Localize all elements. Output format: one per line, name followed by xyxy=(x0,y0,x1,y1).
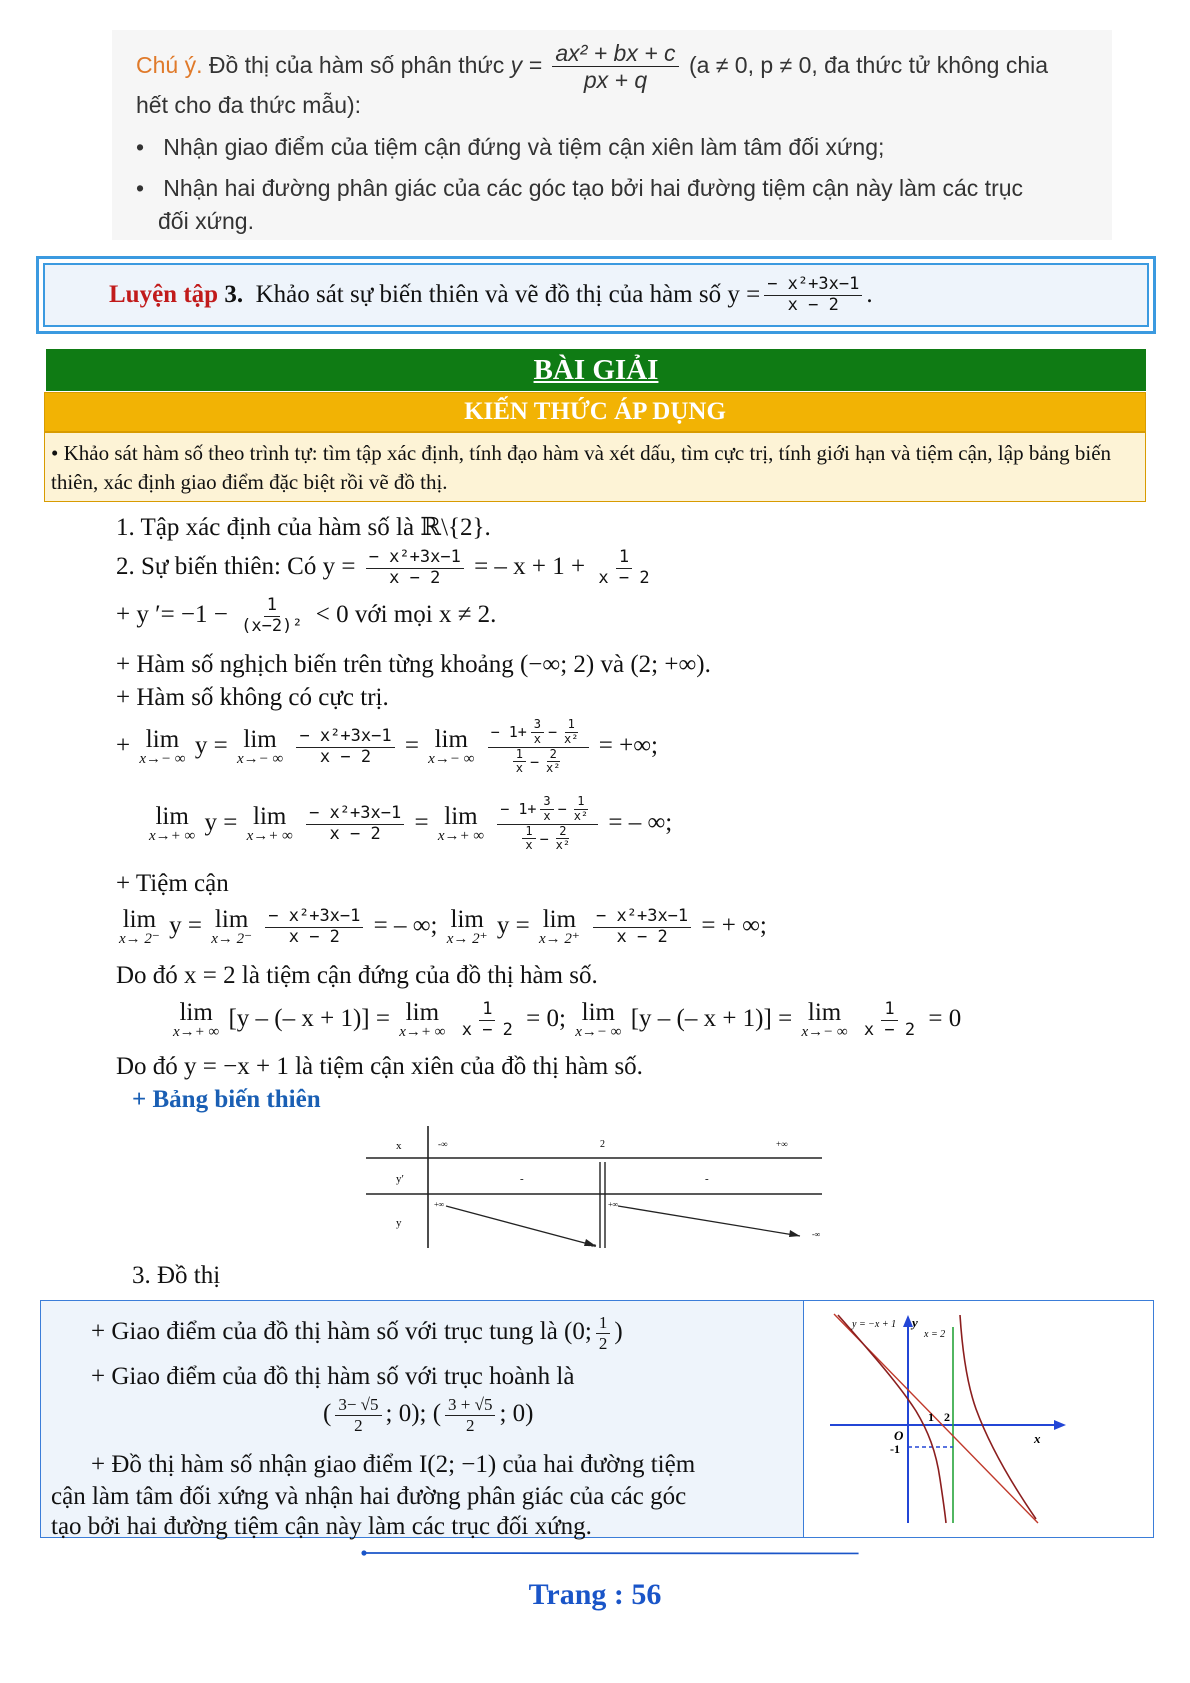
step-2-frac xyxy=(366,548,464,588)
step-2-text: 2. Sự biến thiên: Có y = xyxy=(116,552,356,580)
tick-label-minus-1: -1 xyxy=(890,1442,900,1456)
lim-operator xyxy=(575,1001,621,1039)
xi-num-2: 3 + √5 xyxy=(445,1395,495,1416)
table-x-label: x xyxy=(396,1140,402,1152)
tick-label-1: 1 xyxy=(928,1410,934,1424)
xi-mid: ; 0); ( xyxy=(385,1399,442,1427)
function-plot xyxy=(804,1301,1152,1536)
xi-open: ( xyxy=(323,1399,332,1427)
step-2 xyxy=(116,548,657,588)
table-arrow-2 xyxy=(618,1206,800,1236)
lim-word: lim xyxy=(807,999,842,1027)
limit-result: = 0; xyxy=(526,1004,566,1032)
symmetry-line-3: tạo bởi hai đường tiệm cận này làm các trục đối xứng. xyxy=(51,1513,592,1540)
note-bullet-2-text: Nhận hai đường phân giác của các góc tạo bởi hai đường tiệm cận này làm các trục xyxy=(163,175,1024,201)
lcn-b: 3 xyxy=(540,795,553,810)
decreasing-line: + Hàm số nghịch biến trên từng khoảng (−∞; 2) và (2; +∞). xyxy=(116,651,711,678)
note-bullet-2-cont: đối xứng. xyxy=(158,208,254,234)
lcd-frac2 xyxy=(553,825,573,854)
derivative-frac xyxy=(238,596,305,636)
table-top-plus-inf-1: +∞ xyxy=(434,1200,445,1209)
lim-sub: x→+ ∞ xyxy=(173,1024,220,1041)
lim-sub: x→+ ∞ xyxy=(246,828,293,845)
lcn-e: 1 xyxy=(574,795,587,810)
y-eq: y = xyxy=(496,911,530,939)
step-2-frac-b-den: x − 2 xyxy=(598,567,650,588)
lim-word: lim xyxy=(179,999,213,1027)
y-intercept-end: ) xyxy=(614,1317,623,1345)
table-arrow-1 xyxy=(446,1206,596,1246)
tick-label-2: 2 xyxy=(944,1410,950,1424)
y-eq: y = xyxy=(169,911,202,939)
function-plot-panel xyxy=(803,1300,1154,1538)
derivative-line xyxy=(116,596,496,636)
lim-frac-den: x − 2 xyxy=(616,926,668,947)
limit-result: = – ∞; xyxy=(608,808,673,836)
lim-complex-num xyxy=(488,718,589,748)
lcn-frac2 xyxy=(571,795,591,824)
lcd-e: x² xyxy=(545,761,561,776)
lim-sub: x→ 2⁺ xyxy=(446,931,488,948)
lim-frac-num: − x²+3x−1 xyxy=(265,907,363,928)
y-intercept-text: + Giao điểm của đồ thị hàm số với trục tung là (0; xyxy=(91,1317,592,1345)
limit-result: = – ∞; xyxy=(373,911,438,939)
variation-table-title: + Bảng biến thiên xyxy=(132,1086,321,1113)
limit-result: = + ∞; xyxy=(701,911,767,939)
limit-result: = +∞; xyxy=(598,731,658,759)
note-text: Đồ thị của hàm số phân thức xyxy=(208,52,505,79)
y-eq: y = xyxy=(204,808,238,836)
step-3-title: 3. Đồ thị xyxy=(132,1262,221,1289)
note-bullet-1: • Nhận giao điểm của tiệm cận đứng và tiệm cận xiên làm tâm đối xứng; xyxy=(136,134,885,160)
lim-sub: x→+ ∞ xyxy=(149,828,196,845)
lcn-c: x xyxy=(533,731,542,746)
y-axis-label: y xyxy=(912,1315,918,1330)
derivative-frac-num: 1 xyxy=(264,596,280,617)
xi-close: ; 0) xyxy=(499,1399,534,1427)
note-bullet-1-text: Nhận giao điểm của tiệm cận đứng và tiệm cận xiên làm tâm đối xứng; xyxy=(163,134,885,160)
x-axis-arrow-icon xyxy=(1054,1420,1066,1430)
note-fraction xyxy=(552,40,678,94)
bracket-expr: [y – (– x + 1)] = xyxy=(630,1004,793,1032)
vertical-asymptote-text: Do đó x = 2 là tiệm cận đứng của đồ thị hàm số. xyxy=(116,962,598,989)
lim-word: lim xyxy=(145,726,180,754)
lcn-frac1 xyxy=(540,795,553,824)
lcd-b: x xyxy=(515,761,523,776)
lim-operator xyxy=(539,908,580,946)
practice-fraction xyxy=(764,275,862,315)
lim-complex-num xyxy=(497,795,598,825)
lim-frac-den: x − 2 xyxy=(329,823,381,844)
lim-operator xyxy=(119,908,160,946)
page-number: Trang : 56 xyxy=(528,1578,662,1611)
lim-complex-den xyxy=(506,748,571,777)
table-two: 2 xyxy=(600,1139,605,1150)
lim-sub: x→− ∞ xyxy=(139,751,186,768)
step-2-frac-b-num: 1 xyxy=(616,548,632,569)
derivative-frac-den: (x−2)² xyxy=(241,615,303,636)
lcd-c: − xyxy=(529,752,539,771)
lcd-c: − xyxy=(539,829,549,848)
x-axis-label: x xyxy=(1034,1431,1041,1446)
lim-frac-num: 1 xyxy=(881,1000,897,1021)
origin-label: O xyxy=(894,1428,904,1443)
yi-num: 1 xyxy=(596,1313,611,1334)
lim-frac xyxy=(861,1000,918,1040)
plus-sign: + xyxy=(116,731,131,759)
lim-complex-den xyxy=(515,825,580,854)
lim-operator xyxy=(211,908,252,946)
practice-number: 3. xyxy=(224,281,244,308)
lcn-c: x xyxy=(543,808,551,823)
note-y-eq: y = xyxy=(510,52,542,79)
table-yp-label: y′ xyxy=(396,1173,404,1185)
equals: = xyxy=(404,731,419,759)
note-block xyxy=(112,30,1112,240)
knowledge-box: • Khảo sát hàm số theo trình tự: tìm tập xác định, tính đạo hàm và xét dấu, tìm cực trị, tính giới hạn và tiệm cận, lập bảng biến thiên, xác định giao điểm đặc biệt rồi vẽ đồ thị. xyxy=(44,432,1146,502)
xi-den-1: 2 xyxy=(354,1415,363,1435)
knowledge-title: KIẾN THỨC ÁP DỤNG xyxy=(464,398,726,425)
lim-word: lim xyxy=(405,999,440,1027)
x-intercept-values xyxy=(323,1395,534,1435)
practice-label: Luyện tập xyxy=(109,281,219,308)
note-line-2: hết cho đa thức mẫu): xyxy=(136,92,362,118)
slant-asymptote-label: y = −x + 1 xyxy=(852,1319,897,1330)
equals: = xyxy=(414,808,429,836)
table-bottom-minus-inf-2: -∞ xyxy=(812,1230,821,1239)
lim-operator xyxy=(399,1001,445,1039)
lim-frac-den: x − 2 xyxy=(461,1019,513,1040)
lcn-a: − 1+ xyxy=(490,722,527,741)
lim-complex-frac xyxy=(488,718,589,776)
lim-frac xyxy=(593,907,691,947)
note-line-1 xyxy=(136,40,1048,94)
step-2-rest: = – x + 1 + xyxy=(474,552,586,580)
lim-sub: x→− ∞ xyxy=(801,1024,848,1041)
practice-frac-num: − x²+3x−1 xyxy=(764,275,862,296)
lim-sub: x→− ∞ xyxy=(236,751,284,768)
lcd-frac1 xyxy=(513,748,526,777)
xi-frac-1 xyxy=(335,1395,381,1435)
lim-word: lim xyxy=(243,726,277,754)
practice-end: . xyxy=(866,281,873,308)
note-title: Chú ý. xyxy=(136,52,203,79)
lcn-f: x² xyxy=(573,808,589,823)
lcd-frac1 xyxy=(522,825,535,854)
xi-num-1: 3− √5 xyxy=(335,1395,381,1416)
practice-inner xyxy=(43,263,1149,327)
lim-word: lim xyxy=(542,906,577,934)
variation-table xyxy=(360,1122,830,1252)
lcd-d: 2 xyxy=(556,825,569,840)
lim-frac-num: − x²+3x−1 xyxy=(296,727,394,748)
lim-sub: x→− ∞ xyxy=(428,751,475,768)
lcn-frac2 xyxy=(561,718,581,747)
lim-frac-num: − x²+3x−1 xyxy=(306,804,404,825)
limit-at-2 xyxy=(116,907,767,947)
note-bullet-2: • Nhận hai đường phân giác của các góc tạo bởi hai đường tiệm cận này làm các trục xyxy=(136,175,1024,201)
lim-operator xyxy=(447,908,488,946)
lcd-frac2 xyxy=(543,748,563,777)
derivative-conclusion: < 0 với mọi x ≠ 2. xyxy=(315,600,497,628)
practice-frac-den: x − 2 xyxy=(787,294,839,315)
step-2-frac-den: x − 2 xyxy=(389,567,441,588)
lcn-d: − xyxy=(548,722,558,741)
lim-operator xyxy=(149,805,195,843)
lcn-f: x² xyxy=(564,731,579,746)
y-eq: y = xyxy=(194,731,228,759)
lim-word: lim xyxy=(155,803,189,831)
practice-text: Khảo sát sự biến thiên và vẽ đồ thị của hàm số y = xyxy=(255,281,761,308)
lim-frac-den: x − 2 xyxy=(863,1019,916,1040)
step-2-frac-b xyxy=(595,548,652,588)
note-condition: (a ≠ 0, p ≠ 0, đa thức tử không chia xyxy=(688,52,1049,79)
lim-sub: x→+ ∞ xyxy=(437,828,485,845)
x-intercept-line: + Giao điểm của đồ thị hàm số với trục hoành là xyxy=(91,1363,575,1390)
lim-sub: x→+ ∞ xyxy=(399,1024,446,1041)
practice-box xyxy=(36,256,1156,334)
table-sign-1: - xyxy=(520,1173,524,1185)
table-arrowhead-2 xyxy=(789,1230,800,1237)
lim-sub: x→ 2⁻ xyxy=(119,931,160,948)
step-2-frac-num: − x²+3x−1 xyxy=(366,548,464,569)
limit-minus-inf xyxy=(116,718,658,776)
table-plus-inf: +∞ xyxy=(776,1139,788,1149)
lcn-a: − 1+ xyxy=(500,799,537,818)
lim-operator xyxy=(801,1001,847,1039)
lim-frac xyxy=(459,1000,516,1040)
lcn-frac1 xyxy=(531,718,544,747)
lim-frac xyxy=(265,907,363,947)
lcd-d: 2 xyxy=(547,748,560,763)
lim-frac-num: 1 xyxy=(479,1000,495,1021)
lim-word: lim xyxy=(434,726,468,754)
footer-rule xyxy=(30,1550,1190,1556)
no-extrema-line: + Hàm số không có cực trị. xyxy=(116,684,389,711)
xi-den-2: 2 xyxy=(466,1415,475,1435)
table-top-plus-inf-2: +∞ xyxy=(608,1200,619,1209)
limit-plus-inf xyxy=(146,795,672,853)
lim-frac-num: − x²+3x−1 xyxy=(593,907,691,928)
lim-sub: x→ 2⁺ xyxy=(538,931,580,948)
slant-asymptote-text: Do đó y = −x + 1 là tiệm cận xiên của đồ thị hàm số. xyxy=(116,1053,643,1080)
lcd-a: 1 xyxy=(513,748,526,763)
step-1: 1. Tập xác định của hàm số là ℝ\{2}. xyxy=(116,514,491,541)
derivative-text: + y ′= −1 − xyxy=(116,600,228,628)
table-y-label: y xyxy=(396,1217,402,1229)
lcn-d: − xyxy=(557,799,567,818)
symmetry-line-2: cận làm tâm đối xứng và nhận hai đường phân giác của các góc xyxy=(51,1483,687,1510)
vertical-asymptote-label: x = 2 xyxy=(924,1329,946,1340)
lim-word: lim xyxy=(450,906,484,934)
lcn-e: 1 xyxy=(565,718,578,733)
lim-operator xyxy=(237,728,283,766)
lim-frac-den: x − 2 xyxy=(288,926,340,947)
lim-operator xyxy=(438,805,484,843)
solution-title: BÀI GIẢI xyxy=(533,354,659,386)
lim-operator xyxy=(428,728,474,766)
lim-operator xyxy=(247,805,293,843)
lim-word: lim xyxy=(122,906,157,934)
lim-word: lim xyxy=(253,803,287,831)
slant-limits xyxy=(170,1000,961,1040)
table-minus-inf: -∞ xyxy=(438,1139,448,1149)
lim-operator xyxy=(173,1001,219,1039)
lcd-e: x² xyxy=(555,838,571,853)
knowledge-header xyxy=(44,392,1146,432)
symmetry-line-1: + Đồ thị hàm số nhận giao điểm I(2; −1) của hai đường tiệm xyxy=(91,1451,696,1478)
xi-frac-2 xyxy=(445,1395,495,1435)
curve-right-branch xyxy=(960,1315,1036,1519)
asymptote-heading: + Tiệm cận xyxy=(116,870,229,897)
lim-operator xyxy=(139,728,185,766)
lim-sub: x→− ∞ xyxy=(575,1024,622,1041)
lcd-a: 1 xyxy=(522,825,535,840)
limit-result: = 0 xyxy=(928,1004,962,1032)
lcn-b: 3 xyxy=(531,718,544,733)
lcd-b: x xyxy=(525,838,533,853)
bracket-expr: [y – (– x + 1)] = xyxy=(228,1004,390,1032)
lim-word: lim xyxy=(581,999,615,1027)
yi-den: 2 xyxy=(598,1333,608,1353)
lim-frac xyxy=(306,804,404,844)
lim-sub: x→ 2⁻ xyxy=(211,931,253,948)
lim-frac xyxy=(296,727,394,767)
lim-word: lim xyxy=(444,803,478,831)
y-intercept-frac xyxy=(596,1313,611,1353)
lim-frac-den: x − 2 xyxy=(319,746,372,767)
note-frac-num: ax² + bx + c xyxy=(552,40,678,67)
lim-complex-frac xyxy=(497,795,598,853)
table-sign-2: - xyxy=(705,1173,709,1185)
solution-header xyxy=(46,349,1146,391)
note-frac-den: px + q xyxy=(583,67,648,94)
y-intercept-line xyxy=(91,1313,623,1353)
lim-word: lim xyxy=(214,906,249,934)
